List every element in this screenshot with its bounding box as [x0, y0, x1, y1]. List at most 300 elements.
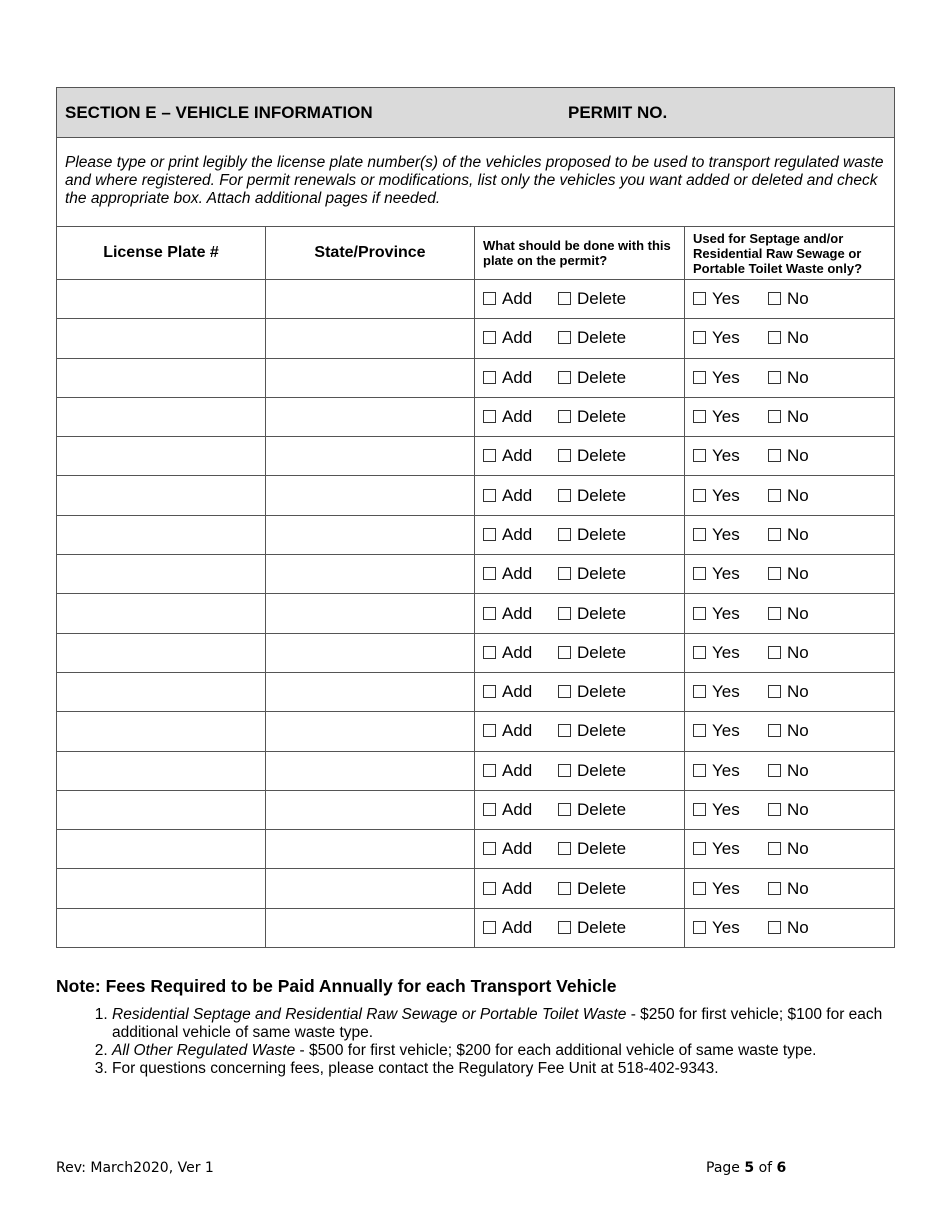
checkbox-icon [768, 489, 781, 502]
state-province-field[interactable] [266, 908, 475, 947]
checkbox-icon [693, 724, 706, 737]
no-label: No [787, 289, 809, 309]
add-checkbox[interactable] [483, 328, 558, 348]
delete-label: Delete [577, 564, 627, 584]
table-row [57, 633, 895, 672]
checkbox-icon [693, 292, 706, 305]
add-label: Add [502, 407, 533, 427]
no-label: No [787, 800, 809, 819]
table-row [57, 280, 895, 319]
state-province-field[interactable] [266, 751, 475, 790]
checkbox-icon [693, 331, 706, 344]
yes-label: Yes [712, 485, 740, 505]
septage-cell [685, 712, 895, 751]
checkbox-icon [483, 921, 496, 934]
add-label: Add [502, 917, 533, 937]
septage-cell [685, 280, 895, 319]
table-row [57, 869, 895, 908]
checkbox-icon [768, 410, 781, 423]
delete-checkbox[interactable] [558, 486, 626, 506]
checkbox-icon [558, 803, 571, 816]
septage-cell [685, 555, 895, 594]
delete-label: Delete [577, 642, 627, 662]
add-checkbox[interactable] [483, 368, 558, 388]
checkbox-icon [483, 724, 496, 737]
yes-label: Yes [712, 603, 740, 623]
delete-label: Delete [577, 407, 627, 427]
table-row [57, 594, 895, 633]
delete-label: Delete [577, 446, 627, 466]
action-cell [475, 515, 685, 554]
action-cell [475, 869, 685, 908]
add-checkbox[interactable] [483, 761, 558, 781]
checkbox-icon [483, 528, 496, 541]
delete-label: Delete [577, 760, 627, 780]
no-checkbox[interactable] [768, 721, 809, 741]
add-checkbox[interactable] [483, 800, 558, 820]
yes-checkbox[interactable] [693, 721, 768, 741]
add-checkbox[interactable] [483, 564, 558, 584]
delete-label: Delete [577, 878, 627, 898]
delete-checkbox[interactable] [558, 643, 626, 663]
table-row [57, 790, 895, 829]
table-row [57, 515, 895, 554]
checkbox-icon [558, 371, 571, 384]
no-checkbox[interactable] [768, 328, 809, 348]
yes-label: Yes [712, 524, 740, 544]
checkbox-icon [693, 803, 706, 816]
state-province-field[interactable] [266, 830, 475, 869]
yes-label: Yes [712, 642, 740, 662]
yes-label: Yes [712, 878, 740, 898]
action-cell [475, 908, 685, 947]
checkbox-icon [693, 842, 706, 855]
septage-cell [685, 594, 895, 633]
vehicle-information-form [56, 87, 894, 948]
yes-checkbox[interactable] [693, 682, 768, 702]
license-plate-field[interactable] [57, 437, 266, 476]
state-province-field[interactable] [266, 515, 475, 554]
delete-label: Delete [577, 367, 627, 387]
delete-checkbox[interactable] [558, 839, 626, 859]
table-row [57, 908, 895, 947]
checkbox-icon [693, 528, 706, 541]
delete-label: Delete [577, 328, 627, 348]
no-checkbox[interactable] [768, 682, 809, 702]
no-label: No [787, 446, 809, 466]
delete-checkbox[interactable] [558, 328, 626, 348]
checkbox-icon [693, 410, 706, 423]
checkbox-icon [558, 449, 571, 462]
yes-checkbox[interactable] [693, 289, 768, 309]
no-label: No [787, 839, 809, 859]
license-plate-field[interactable] [57, 790, 266, 829]
delete-checkbox[interactable] [558, 407, 626, 427]
add-label: Add [502, 721, 533, 741]
septage-cell [685, 751, 895, 790]
column-header-state: State/Province [266, 227, 475, 280]
delete-checkbox[interactable] [558, 918, 626, 938]
add-checkbox[interactable] [483, 407, 558, 427]
state-province-field[interactable] [266, 437, 475, 476]
checkbox-icon [558, 764, 571, 777]
add-checkbox[interactable] [483, 721, 558, 741]
no-label: No [787, 603, 809, 623]
add-label: Add [502, 446, 533, 466]
checkbox-icon [768, 331, 781, 344]
checkbox-icon [693, 371, 706, 384]
checkbox-icon [768, 371, 781, 384]
fee-item-text: For questions concerning fees, please contact the Regulatory Fee Unit at 518-402-9343. [112, 1060, 719, 1077]
license-plate-field[interactable] [57, 555, 266, 594]
license-plate-field[interactable] [57, 515, 266, 554]
no-checkbox[interactable] [768, 761, 809, 781]
checkbox-icon [558, 410, 571, 423]
yes-checkbox[interactable] [693, 604, 768, 624]
no-label: No [787, 917, 809, 937]
column-header-license-plate: License Plate # [57, 227, 266, 280]
action-cell [475, 397, 685, 436]
section-title: SECTION E – VEHICLE INFORMATION [65, 102, 373, 122]
yes-label: Yes [712, 328, 740, 348]
yes-checkbox[interactable] [693, 446, 768, 466]
checkbox-icon [768, 646, 781, 659]
delete-checkbox[interactable] [558, 446, 626, 466]
fee-item [112, 1060, 906, 1078]
septage-cell [685, 908, 895, 947]
add-checkbox[interactable] [483, 486, 558, 506]
no-label: No [787, 564, 809, 584]
septage-cell [685, 437, 895, 476]
state-province-field[interactable] [266, 319, 475, 358]
no-label: No [787, 721, 809, 741]
checkbox-icon [693, 567, 706, 580]
delete-checkbox[interactable] [558, 525, 626, 545]
yes-checkbox[interactable] [693, 525, 768, 545]
yes-checkbox[interactable] [693, 839, 768, 859]
state-province-field[interactable] [266, 555, 475, 594]
action-cell [475, 751, 685, 790]
checkbox-icon [693, 607, 706, 620]
license-plate-field[interactable] [57, 751, 266, 790]
license-plate-field[interactable] [57, 633, 266, 672]
license-plate-field[interactable] [57, 358, 266, 397]
checkbox-icon [768, 567, 781, 580]
fee-item [112, 1042, 906, 1060]
action-cell [475, 555, 685, 594]
yes-checkbox[interactable] [693, 879, 768, 899]
no-checkbox[interactable] [768, 289, 809, 309]
delete-label: Delete [577, 524, 627, 544]
checkbox-icon [483, 803, 496, 816]
checkbox-icon [768, 921, 781, 934]
checkbox-icon [483, 489, 496, 502]
delete-checkbox[interactable] [558, 761, 626, 781]
checkbox-icon [768, 882, 781, 895]
add-checkbox[interactable] [483, 643, 558, 663]
checkbox-icon [558, 607, 571, 620]
action-cell [475, 633, 685, 672]
license-plate-field[interactable] [57, 397, 266, 436]
table-row [57, 319, 895, 358]
no-label: No [787, 682, 809, 702]
state-province-field[interactable] [266, 358, 475, 397]
septage-cell [685, 672, 895, 711]
action-cell [475, 319, 685, 358]
instructions: Please type or print legibly the license plate number(s) of the vehicles proposed to be used to transport regulated waste and where registered. For permit renewals or modifications, list only the vehicles you want added or deleted and check the appropriate box. Attach additional pages if needed. [57, 138, 895, 227]
checkbox-icon [693, 449, 706, 462]
delete-checkbox[interactable] [558, 368, 626, 388]
state-province-field[interactable] [266, 280, 475, 319]
no-checkbox[interactable] [768, 800, 809, 820]
no-checkbox[interactable] [768, 604, 809, 624]
no-checkbox[interactable] [768, 407, 809, 427]
delete-label: Delete [577, 603, 627, 623]
action-cell [475, 594, 685, 633]
page-current: 5 [744, 1160, 755, 1176]
checkbox-icon [483, 764, 496, 777]
checkbox-icon [483, 607, 496, 620]
checkbox-icon [693, 921, 706, 934]
add-checkbox[interactable] [483, 289, 558, 309]
no-label: No [787, 328, 809, 348]
fee-list [56, 1006, 906, 1078]
no-label: No [787, 367, 809, 387]
add-checkbox[interactable] [483, 446, 558, 466]
license-plate-field[interactable] [57, 830, 266, 869]
state-province-field[interactable] [266, 594, 475, 633]
vehicle-table [56, 87, 895, 948]
add-checkbox[interactable] [483, 839, 558, 859]
action-cell [475, 280, 685, 319]
add-label: Add [502, 367, 533, 387]
yes-checkbox[interactable] [693, 368, 768, 388]
no-checkbox[interactable] [768, 839, 809, 859]
fee-note-heading: Note: Fees Required to be Paid Annually for each Transport Vehicle [56, 976, 617, 996]
no-checkbox[interactable] [768, 918, 809, 938]
checkbox-icon [483, 410, 496, 423]
action-cell [475, 672, 685, 711]
checkbox-icon [693, 764, 706, 777]
page-number [706, 1160, 786, 1176]
septage-cell [685, 869, 895, 908]
no-checkbox[interactable] [768, 879, 809, 899]
yes-label: Yes [712, 564, 740, 584]
add-checkbox[interactable] [483, 525, 558, 545]
permit-number-label: PERMIT NO. [568, 102, 668, 122]
no-checkbox[interactable] [768, 643, 809, 663]
add-label: Add [502, 839, 533, 859]
table-row [57, 830, 895, 869]
add-label: Add [502, 485, 533, 505]
delete-checkbox[interactable] [558, 879, 626, 899]
septage-cell [685, 790, 895, 829]
checkbox-icon [768, 685, 781, 698]
yes-checkbox[interactable] [693, 328, 768, 348]
checkbox-icon [483, 882, 496, 895]
septage-cell [685, 319, 895, 358]
column-header-septage: Used for Septage and/or Residential Raw Sewage or Portable Toilet Waste only? [685, 227, 895, 280]
no-label: No [787, 407, 809, 427]
state-province-field[interactable] [266, 476, 475, 515]
add-label: Add [502, 328, 533, 348]
add-label: Add [502, 289, 533, 309]
section-header [57, 88, 895, 138]
state-province-field[interactable] [266, 672, 475, 711]
table-row [57, 712, 895, 751]
table-row [57, 437, 895, 476]
fee-item-waste-type: All Other Regulated Waste [112, 1042, 296, 1059]
no-checkbox[interactable] [768, 564, 809, 584]
fee-item-text: - $250 for first vehicle; $100 for each additional vehicle of same waste type. [112, 1006, 883, 1041]
no-checkbox[interactable] [768, 446, 809, 466]
checkbox-icon [768, 803, 781, 816]
delete-label: Delete [577, 289, 627, 309]
checkbox-icon [558, 567, 571, 580]
add-label: Add [502, 603, 533, 623]
license-plate-field[interactable] [57, 712, 266, 751]
checkbox-icon [693, 489, 706, 502]
page-word: Page [706, 1160, 740, 1176]
yes-label: Yes [712, 800, 740, 819]
checkbox-icon [483, 331, 496, 344]
no-label: No [787, 524, 809, 544]
checkbox-icon [768, 724, 781, 737]
yes-checkbox[interactable] [693, 918, 768, 938]
checkbox-icon [558, 331, 571, 344]
add-checkbox[interactable] [483, 604, 558, 624]
yes-label: Yes [712, 760, 740, 780]
add-label: Add [502, 878, 533, 898]
yes-label: Yes [712, 917, 740, 937]
table-row [57, 397, 895, 436]
delete-label: Delete [577, 682, 627, 702]
checkbox-icon [558, 921, 571, 934]
delete-label: Delete [577, 917, 627, 937]
checkbox-icon [768, 528, 781, 541]
delete-label: Delete [577, 721, 627, 741]
checkbox-icon [558, 882, 571, 895]
yes-checkbox[interactable] [693, 800, 768, 820]
delete-label: Delete [577, 485, 627, 505]
add-checkbox[interactable] [483, 918, 558, 938]
revision-label: Rev: March2020, Ver 1 [56, 1160, 214, 1176]
license-plate-field[interactable] [57, 672, 266, 711]
yes-checkbox[interactable] [693, 643, 768, 663]
add-checkbox[interactable] [483, 682, 558, 702]
checkbox-icon [768, 449, 781, 462]
license-plate-field[interactable] [57, 280, 266, 319]
yes-checkbox[interactable] [693, 407, 768, 427]
septage-cell [685, 633, 895, 672]
table-row [57, 672, 895, 711]
state-province-field[interactable] [266, 790, 475, 829]
fee-notes [56, 976, 906, 1078]
add-label: Add [502, 800, 533, 819]
no-label: No [787, 642, 809, 662]
no-checkbox[interactable] [768, 486, 809, 506]
yes-label: Yes [712, 367, 740, 387]
yes-checkbox[interactable] [693, 564, 768, 584]
delete-checkbox[interactable] [558, 604, 626, 624]
column-header-action: What should be done with this plate on the permit? [475, 227, 685, 280]
septage-cell [685, 476, 895, 515]
action-cell [475, 476, 685, 515]
yes-label: Yes [712, 839, 740, 859]
septage-cell [685, 515, 895, 554]
checkbox-icon [483, 646, 496, 659]
septage-cell [685, 830, 895, 869]
page-total: 6 [776, 1160, 787, 1176]
fee-item [112, 1006, 906, 1042]
yes-label: Yes [712, 446, 740, 466]
table-row [57, 358, 895, 397]
action-cell [475, 437, 685, 476]
no-checkbox[interactable] [768, 525, 809, 545]
checkbox-icon [558, 724, 571, 737]
delete-label: Delete [577, 839, 627, 859]
checkbox-icon [768, 292, 781, 305]
add-label: Add [502, 682, 533, 702]
checkbox-icon [483, 567, 496, 580]
state-province-field[interactable] [266, 397, 475, 436]
add-checkbox[interactable] [483, 879, 558, 899]
license-plate-field[interactable] [57, 869, 266, 908]
delete-label: Delete [577, 800, 627, 819]
yes-checkbox[interactable] [693, 486, 768, 506]
delete-checkbox[interactable] [558, 721, 626, 741]
page-of: of [758, 1160, 773, 1176]
action-cell [475, 790, 685, 829]
license-plate-field[interactable] [57, 476, 266, 515]
checkbox-icon [483, 371, 496, 384]
checkbox-icon [483, 449, 496, 462]
checkbox-icon [558, 489, 571, 502]
no-label: No [787, 485, 809, 505]
license-plate-field[interactable] [57, 319, 266, 358]
delete-checkbox[interactable] [558, 564, 626, 584]
yes-checkbox[interactable] [693, 761, 768, 781]
checkbox-icon [483, 842, 496, 855]
add-label: Add [502, 642, 533, 662]
state-province-field[interactable] [266, 633, 475, 672]
checkbox-icon [558, 528, 571, 541]
state-province-field[interactable] [266, 869, 475, 908]
license-plate-field[interactable] [57, 908, 266, 947]
checkbox-icon [693, 882, 706, 895]
septage-cell [685, 358, 895, 397]
license-plate-field[interactable] [57, 594, 266, 633]
yes-label: Yes [712, 407, 740, 427]
state-province-field[interactable] [266, 712, 475, 751]
checkbox-icon [768, 607, 781, 620]
checkbox-icon [768, 764, 781, 777]
no-label: No [787, 878, 809, 898]
add-label: Add [502, 760, 533, 780]
checkbox-icon [558, 646, 571, 659]
fee-item-text: - $500 for first vehicle; $200 for each additional vehicle of same waste type. [295, 1042, 817, 1059]
checkbox-icon [483, 685, 496, 698]
fee-item-waste-type: Residential Septage and Residential Raw Sewage or Portable Toilet Waste [112, 1006, 627, 1023]
delete-checkbox[interactable] [558, 289, 626, 309]
checkbox-icon [693, 646, 706, 659]
checkbox-icon [558, 292, 571, 305]
checkbox-icon [558, 685, 571, 698]
no-checkbox[interactable] [768, 368, 809, 388]
checkbox-icon [768, 842, 781, 855]
delete-checkbox[interactable] [558, 682, 626, 702]
delete-checkbox[interactable] [558, 800, 626, 820]
